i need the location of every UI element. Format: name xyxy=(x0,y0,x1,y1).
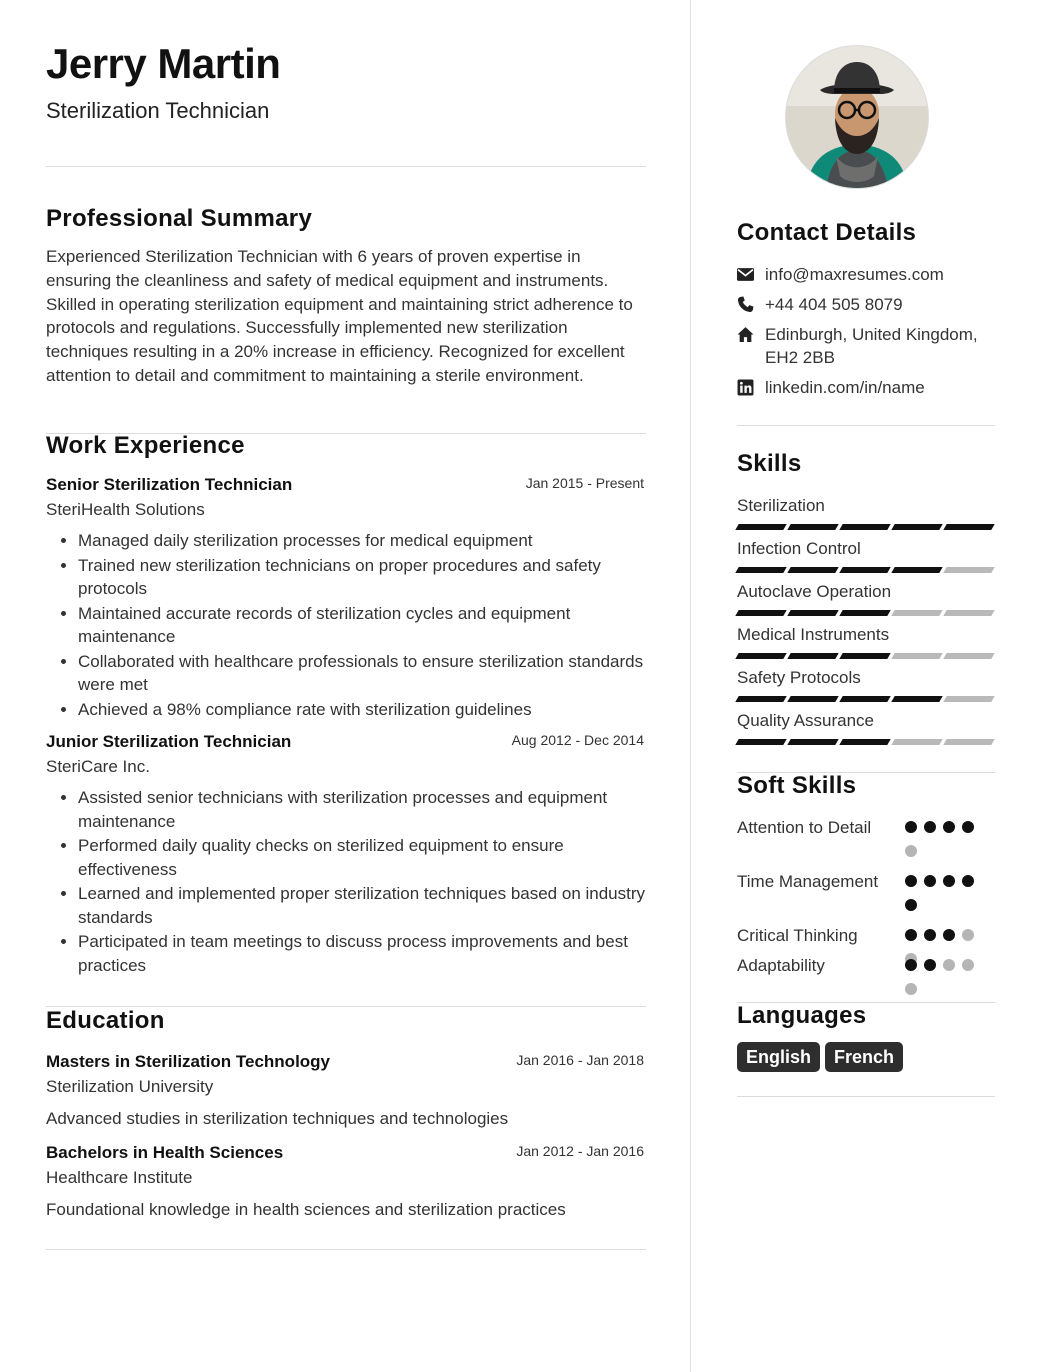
section-heading: Soft Skills xyxy=(737,772,857,799)
list-item: • Participated in team meetings to discuss process improvements and best practices xyxy=(78,930,646,977)
job-bullets xyxy=(46,529,646,721)
rating-dot-filled xyxy=(943,821,955,833)
skill-segment-filled xyxy=(787,739,838,745)
soft-skill-name: Adaptability xyxy=(737,956,825,975)
skill-name: Sterilization xyxy=(737,496,825,515)
rating-dot-filled xyxy=(943,875,955,887)
skill-segment-filled xyxy=(735,610,786,616)
rating-dot-filled xyxy=(924,929,936,941)
skill-item xyxy=(737,495,995,538)
list-item: • Achieved a 98% compliance rate with sterilization guidelines xyxy=(78,698,646,722)
school-name: Sterilization University xyxy=(46,1077,214,1096)
list-item: • Learned and implemented proper sterilization techniques based on industry standards xyxy=(78,882,646,929)
linkedin-icon xyxy=(737,376,765,399)
work-experience-section xyxy=(46,432,646,978)
company-name: SteriHealth Solutions xyxy=(46,500,205,519)
skill-segment-filled xyxy=(839,653,890,659)
skill-level-bar xyxy=(737,739,993,745)
skill-item xyxy=(737,624,995,667)
rating-dot-filled xyxy=(905,899,917,911)
skill-segment-filled xyxy=(839,524,890,530)
phone-text: +44 404 505 8079 xyxy=(765,295,903,314)
rating-dot-empty xyxy=(962,959,974,971)
rating-dot-filled xyxy=(962,821,974,833)
job-date: Jan 2015 - Present xyxy=(525,475,644,491)
header-divider xyxy=(46,166,646,167)
home-icon xyxy=(737,323,765,346)
soft-skill-name: Time Management xyxy=(737,872,879,891)
list-item: • Managed daily sterilization processes for medical equipment xyxy=(78,529,646,553)
contact-phone[interactable] xyxy=(737,293,995,316)
list-item: • Assisted senior technicians with sterilization processes and equipment maintenance xyxy=(78,786,646,833)
job-entry xyxy=(46,475,646,721)
section-heading: Contact Details xyxy=(737,219,917,246)
skill-segment-filled xyxy=(787,567,838,573)
email-text: info@maxresumes.com xyxy=(765,265,944,284)
education-entry xyxy=(46,1052,646,1130)
section-heading: Education xyxy=(46,1007,165,1034)
skill-segment-filled xyxy=(787,653,838,659)
rating-dot-empty xyxy=(943,959,955,971)
skills-list xyxy=(737,495,995,753)
list-item: • Collaborated with healthcare professionals to ensure sterilization standards were met xyxy=(78,650,646,697)
language-list xyxy=(737,1042,995,1072)
contact-email[interactable] xyxy=(737,263,995,286)
list-item: • Maintained accurate records of sterilization cycles and equipment maintenance xyxy=(78,602,646,649)
job-bullets xyxy=(46,786,646,977)
rating-dot-filled xyxy=(905,875,917,887)
skill-level-bar xyxy=(737,567,993,573)
rating-dot-filled xyxy=(924,875,936,887)
soft-skill-name: Attention to Detail xyxy=(737,818,872,837)
skill-segment-empty xyxy=(943,610,994,616)
degree-title: Bachelors in Health Sciences xyxy=(46,1143,284,1162)
address-line-2: EH2 2BB xyxy=(765,348,835,367)
language-chip: French xyxy=(825,1042,903,1072)
skill-level-bar xyxy=(737,696,993,702)
skill-item xyxy=(737,667,995,710)
rating-dot-filled xyxy=(943,929,955,941)
education-date: Jan 2012 - Jan 2016 xyxy=(516,1143,644,1159)
skill-segment-empty xyxy=(891,610,942,616)
skill-segment-filled xyxy=(891,567,942,573)
company-name: SteriCare Inc. xyxy=(46,757,150,776)
soft-skill-item xyxy=(737,870,995,924)
section-heading: Skills xyxy=(737,450,802,477)
section-divider xyxy=(737,1096,995,1097)
skills-section xyxy=(737,450,995,753)
rating-dot-filled xyxy=(905,929,917,941)
skill-segment-empty xyxy=(943,739,994,745)
address-line-1: Edinburgh, United Kingdom, xyxy=(765,325,978,344)
soft-skills-section xyxy=(737,772,995,984)
skill-segment-filled xyxy=(787,524,838,530)
skill-segment-empty xyxy=(943,696,994,702)
skill-segment-filled xyxy=(735,739,786,745)
skill-segment-filled xyxy=(735,696,786,702)
list-item: • Performed daily quality checks on sterilized equipment to ensure effectiveness xyxy=(78,834,646,881)
education-description: Foundational knowledge in health sciences and sterilization practices xyxy=(46,1200,566,1219)
rating-dot-filled xyxy=(924,821,936,833)
education-date: Jan 2016 - Jan 2018 xyxy=(516,1052,644,1068)
envelope-icon xyxy=(737,263,765,286)
languages-section xyxy=(737,1002,995,1072)
skill-segment-filled xyxy=(839,739,890,745)
candidate-name: Jerry Martin xyxy=(46,40,281,87)
job-title: Senior Sterilization Technician xyxy=(46,475,293,494)
skill-name: Infection Control xyxy=(737,539,861,558)
professional-summary-section xyxy=(46,205,646,388)
linkedin-text: linkedin.com/in/name xyxy=(765,378,925,397)
bottom-divider xyxy=(46,1249,646,1250)
contact-details-section xyxy=(737,219,995,406)
soft-skill-name: Critical Thinking xyxy=(737,926,858,945)
skill-segment-empty xyxy=(943,567,994,573)
skill-segment-filled xyxy=(787,696,838,702)
list-item: • Trained new sterilization technicians on proper procedures and safety protocols xyxy=(78,554,646,601)
job-entry xyxy=(46,732,646,977)
education-section xyxy=(46,1007,646,1221)
rating-dot-filled xyxy=(924,959,936,971)
skill-segment-filled xyxy=(735,653,786,659)
skill-segment-filled xyxy=(839,610,890,616)
rating-dot-filled xyxy=(905,821,917,833)
rating-dot-empty xyxy=(905,845,917,857)
rating-dot-empty xyxy=(905,983,917,995)
skill-item xyxy=(737,581,995,624)
phone-icon xyxy=(737,293,765,316)
skill-name: Quality Assurance xyxy=(737,711,875,730)
education-description: Advanced studies in sterilization techniques and technologies xyxy=(46,1109,509,1128)
avatar-illustration xyxy=(786,46,928,188)
soft-skill-rating xyxy=(905,875,985,923)
column-divider xyxy=(690,0,691,1372)
address-text xyxy=(765,323,978,369)
skill-level-bar xyxy=(737,524,993,530)
skill-segment-filled xyxy=(787,610,838,616)
skill-name: Autoclave Operation xyxy=(737,582,892,601)
skill-segment-empty xyxy=(891,739,942,745)
summary-text: Experienced Sterilization Technician with 6 years of proven expertise in ensuring the cleanliness and safety of medical equipment and instruments. Skilled in operating sterilization equipment and maintaining strict adherence to protocols and regulations. Successfully implemented new sterilization techniques resulting in a 20% increase in efficiency. Recognized for excellent attention to detail and commitment to maintaining a sterile environment. xyxy=(46,247,633,385)
skill-segment-filled xyxy=(943,524,994,530)
skill-item xyxy=(737,710,995,753)
soft-skill-item xyxy=(737,924,995,954)
skill-segment-filled xyxy=(839,567,890,573)
section-divider xyxy=(737,425,995,426)
skill-segment-empty xyxy=(891,653,942,659)
skill-level-bar xyxy=(737,653,993,659)
language-chip: English xyxy=(737,1042,820,1072)
section-heading: Languages xyxy=(737,1002,867,1029)
candidate-title: Sterilization Technician xyxy=(46,98,270,123)
contact-list xyxy=(737,263,995,399)
soft-skill-rating xyxy=(905,821,985,869)
contact-address xyxy=(737,323,995,369)
rating-dot-filled xyxy=(905,959,917,971)
job-date: Aug 2012 - Dec 2014 xyxy=(511,732,644,748)
skill-segment-filled xyxy=(891,524,942,530)
skill-segment-filled xyxy=(735,567,786,573)
skill-segment-filled xyxy=(735,524,786,530)
contact-linkedin[interactable] xyxy=(737,376,995,399)
soft-skill-item xyxy=(737,816,995,870)
section-heading: Work Experience xyxy=(46,432,245,459)
skill-segment-filled xyxy=(839,696,890,702)
rating-dot-filled xyxy=(962,875,974,887)
skill-name: Safety Protocols xyxy=(737,668,861,687)
skill-level-bar xyxy=(737,610,993,616)
skill-item xyxy=(737,538,995,581)
education-entry xyxy=(46,1143,646,1221)
rating-dot-empty xyxy=(962,929,974,941)
profile-photo xyxy=(785,45,929,189)
soft-skill-rating xyxy=(905,959,985,1007)
job-title: Junior Sterilization Technician xyxy=(46,732,292,751)
skill-segment-filled xyxy=(891,696,942,702)
degree-title: Masters in Sterilization Technology xyxy=(46,1052,331,1071)
school-name: Healthcare Institute xyxy=(46,1168,193,1187)
skill-name: Medical Instruments xyxy=(737,625,890,644)
section-heading: Professional Summary xyxy=(46,205,313,232)
soft-skill-item xyxy=(737,954,995,984)
skill-segment-empty xyxy=(943,653,994,659)
